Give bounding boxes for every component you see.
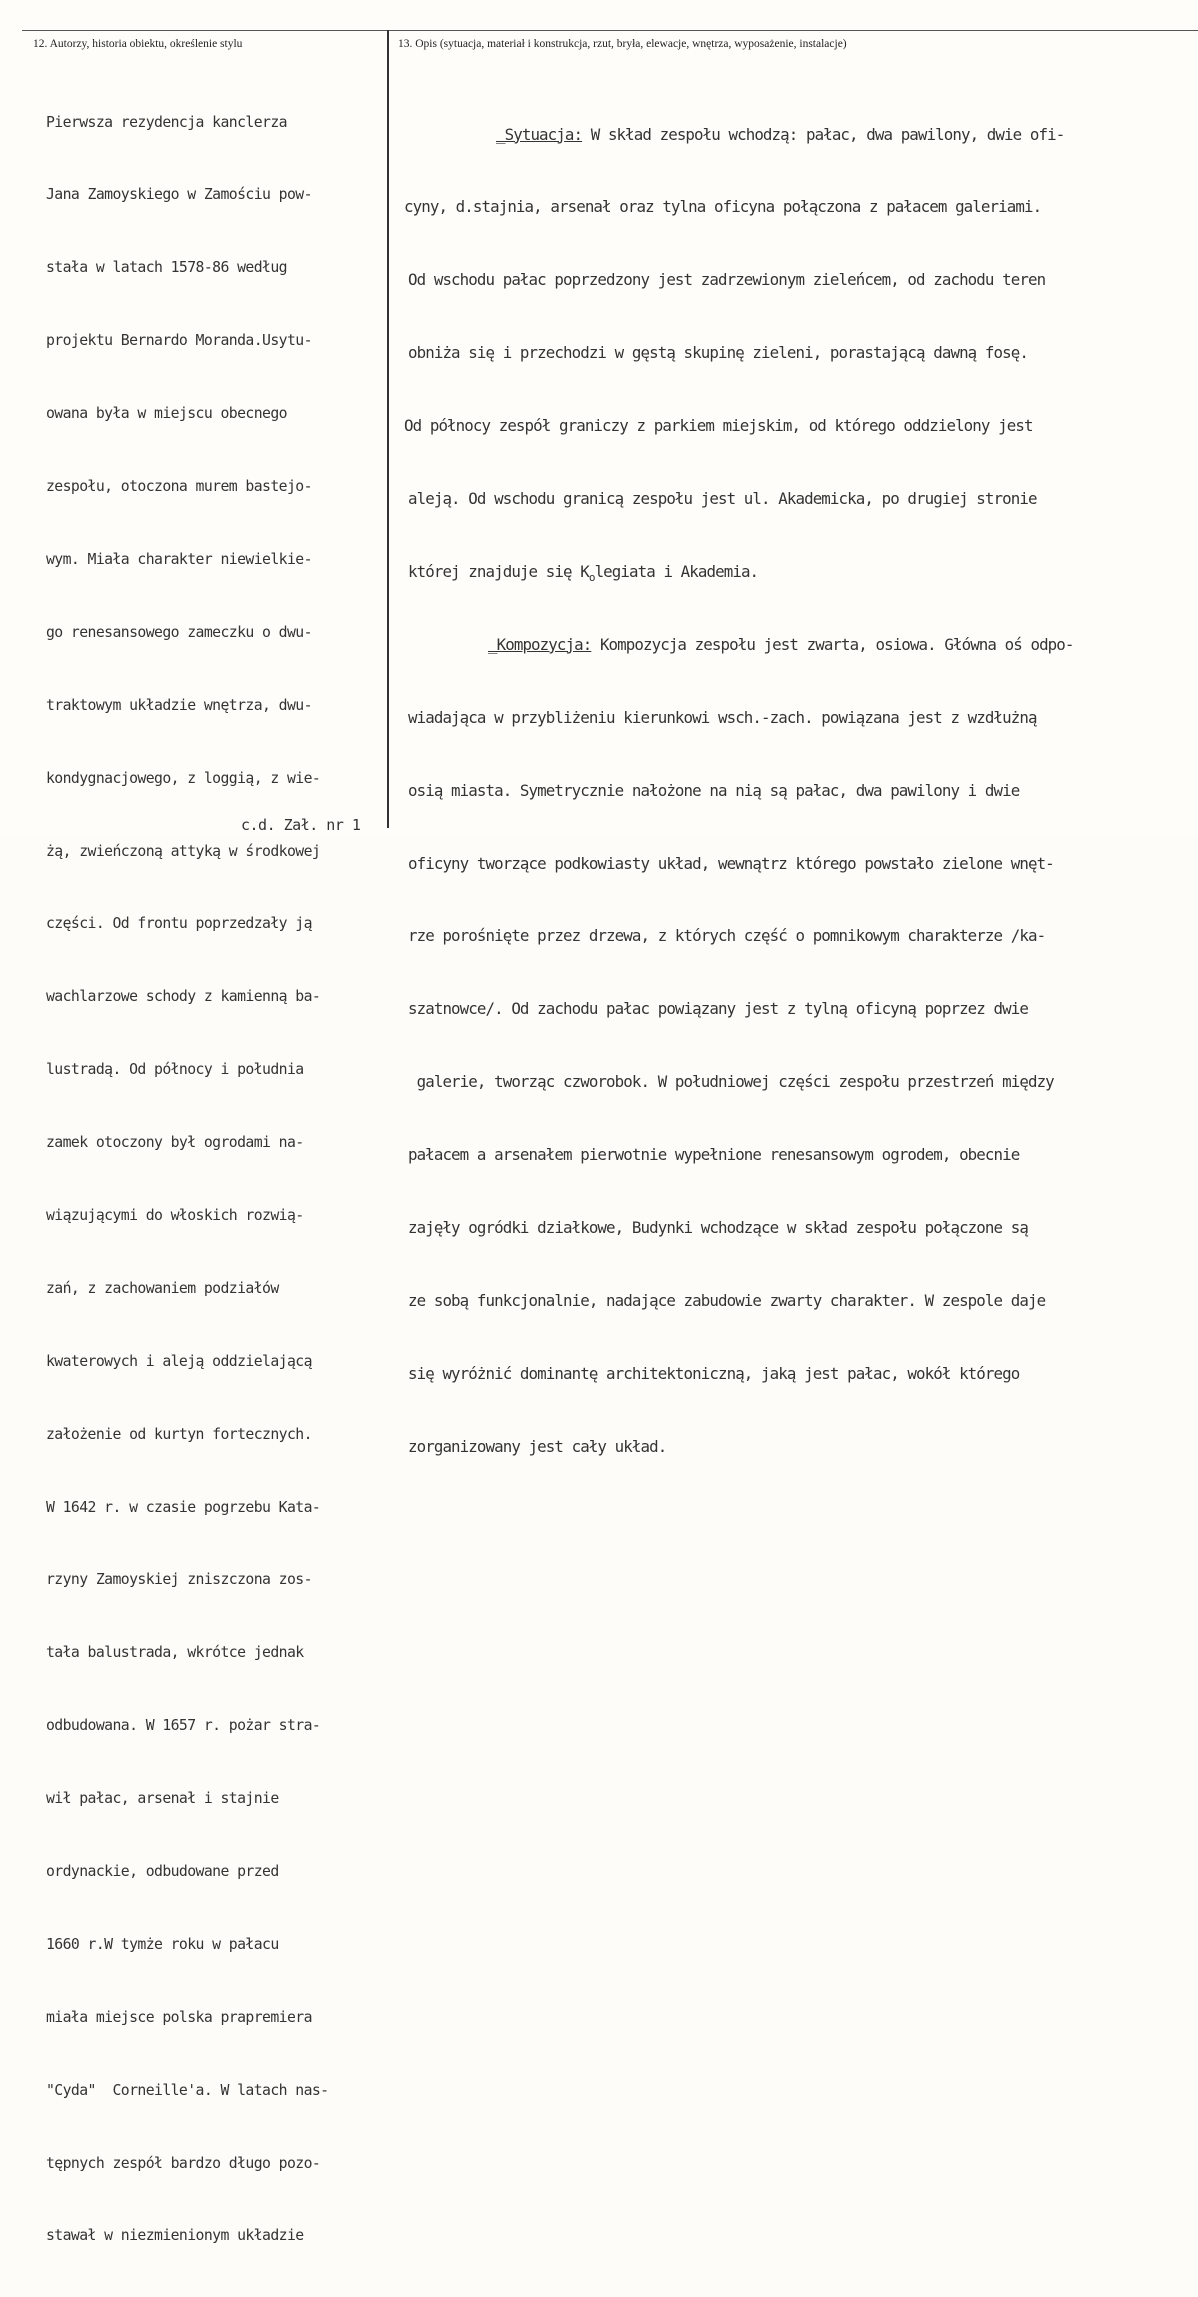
text-line: zań, z zachowaniem podziałów <box>46 1279 279 1297</box>
text-line: zajęły ogródki działkowe, Budynki wchodzące w skład zespołu połączone są <box>408 1217 1028 1237</box>
text-line: Od północy zespół graniczy z parkiem miejskim, od którego oddzielony jest <box>404 416 1033 436</box>
text-line: lustradą. Od północy i południa <box>46 1061 304 1079</box>
text-line: cyny, d.stajnia, arsenał oraz tylna oficyna połączona z pałacem galeriami. <box>404 197 1042 217</box>
text-line: oficyny tworzące podkowiasty układ, wewnątrz którego powstało zielone wnęt- <box>408 853 1054 873</box>
history-text <box>46 62 329 2297</box>
text-line: kondygnacjowego, z loggią, z wie- <box>46 769 321 787</box>
text-line: stawał w niezmienionym układzie <box>46 2227 304 2245</box>
text-line: go renesansowego zameczku o dwu- <box>46 623 312 641</box>
text-line: 1660 r.W tymże roku w pałacu <box>46 1935 279 1953</box>
text-line: wachlarzowe schody z kamienną ba- <box>46 988 321 1006</box>
sytuacja-last-line <box>408 560 1074 584</box>
text-run: Kompozycja zespołu jest zwarta, osiowa. Główna oś odpo- <box>591 634 1074 654</box>
text-line: owana była w miejscu obecnego <box>46 405 287 423</box>
text-line: żą, zwieńczoną attyką w środkowej <box>46 842 321 860</box>
text-run: W skład zespołu wchodzą: pałac, dwa pawilony, dwie ofi- <box>582 124 1065 144</box>
section-13-header: 13. Opis (sytuacja, materiał i konstrukcja, rzut, bryła, elewacje, wnętrza, wyposażenie, instalacje) <box>398 38 847 50</box>
text-run: której znajduje się K <box>408 561 589 581</box>
top-rule <box>22 30 1198 31</box>
text-line: miała miejsce polska prapremiera <box>46 2008 312 2026</box>
text-line: założenie od kurtyn fortecznych. <box>46 1425 312 1443</box>
text-line: odbudowana. W 1657 r. pożar stra- <box>46 1717 321 1735</box>
text-line: tała balustrada, wkrótce jednak <box>46 1644 304 1662</box>
text-line: rze porośnięte przez drzewa, z których część o pomnikowym charakterze /ka- <box>408 926 1046 946</box>
text-line: wiadająca w przybliżeniu kierunkowi wsch.-zach. powiązana jest z wzdłużną <box>408 707 1037 727</box>
text-line: kwaterowych i aleją oddzielającą <box>46 1352 312 1370</box>
text-line: projektu Bernardo Moranda.Usytu- <box>46 332 312 350</box>
text-line: Jana Zamoyskiego w Zamościu pow- <box>46 186 312 204</box>
text-line: wił pałac, arsenał i stajnie <box>46 1790 279 1808</box>
text-line: osią miasta. Symetrycznie nałożone na nią są pałac, dwa pawilony i dwie <box>408 780 1020 800</box>
text-line: zorganizowany jest cały układ. <box>408 1436 667 1456</box>
continuation-note: c.d. Zał. nr 1 <box>241 816 361 834</box>
sytuacja-heading: _Sytuacja: <box>496 124 583 144</box>
kompozycja-heading: _Kompozycja: <box>488 634 592 654</box>
kompozycja-first-line <box>488 633 1074 657</box>
text-line: ordynackie, odbudowane przed <box>46 1862 279 1880</box>
text-line: wiązującymi do włoskich rozwią- <box>46 1206 304 1224</box>
description-text <box>404 74 1074 1508</box>
text-line: Od wschodu pałac poprzedzony jest zadrzewionym zieleńcem, od zachodu teren <box>408 270 1046 290</box>
text-line: aleją. Od wschodu granicą zespołu jest ul. Akademicka, po drugiej stronie <box>408 489 1037 509</box>
text-line: "Cyda" Corneille'a. W latach nas- <box>46 2081 329 2099</box>
text-line: obniża się i przechodzi w gęstą skupinę zieleni, porastającą dawną fosę. <box>408 343 1028 363</box>
section-12-header: 12. Autorzy, historia obiektu, określenie stylu <box>33 38 243 50</box>
column-divider <box>387 30 389 828</box>
text-line: zespołu, otoczona murem bastejo- <box>46 478 312 496</box>
sytuacja-first-line <box>496 123 1074 147</box>
text-line: galerie, tworząc czworobok. W południowej części zespołu przestrzeń między <box>408 1072 1054 1092</box>
text-line: rzyny Zamoyskiej zniszczona zos- <box>46 1571 312 1589</box>
text-line: wym. Miała charakter niewielkie- <box>46 550 312 568</box>
text-line: ze sobą funkcjonalnie, nadające zabudowie zwarty charakter. W zespole daje <box>408 1290 1046 1310</box>
text-line: pałacem a arsenałem pierwotnie wypełnione renesansowym ogrodem, obecnie <box>408 1145 1020 1165</box>
text-line: W 1642 r. w czasie pogrzebu Kata- <box>46 1498 321 1516</box>
subscript-letter: o <box>588 570 595 584</box>
text-line: Pierwsza rezydencja kanclerza <box>46 113 287 131</box>
text-run: legiata i Akademia. <box>594 561 759 581</box>
text-line: szatnowce/. Od zachodu pałac powiązany jest z tylną oficyną poprzez dwie <box>408 999 1028 1019</box>
text-line: traktowym układzie wnętrza, dwu- <box>46 696 312 714</box>
text-line: stała w latach 1578-86 według <box>46 259 287 277</box>
text-line: tępnych zespół bardzo długo pozo- <box>46 2154 321 2172</box>
text-line: się wyróżnić dominantę architektoniczną, jaką jest pałac, wokół którego <box>408 1363 1020 1383</box>
text-line: części. Od frontu poprzedzały ją <box>46 915 312 933</box>
text-line: zamek otoczony był ogrodami na- <box>46 1134 304 1152</box>
